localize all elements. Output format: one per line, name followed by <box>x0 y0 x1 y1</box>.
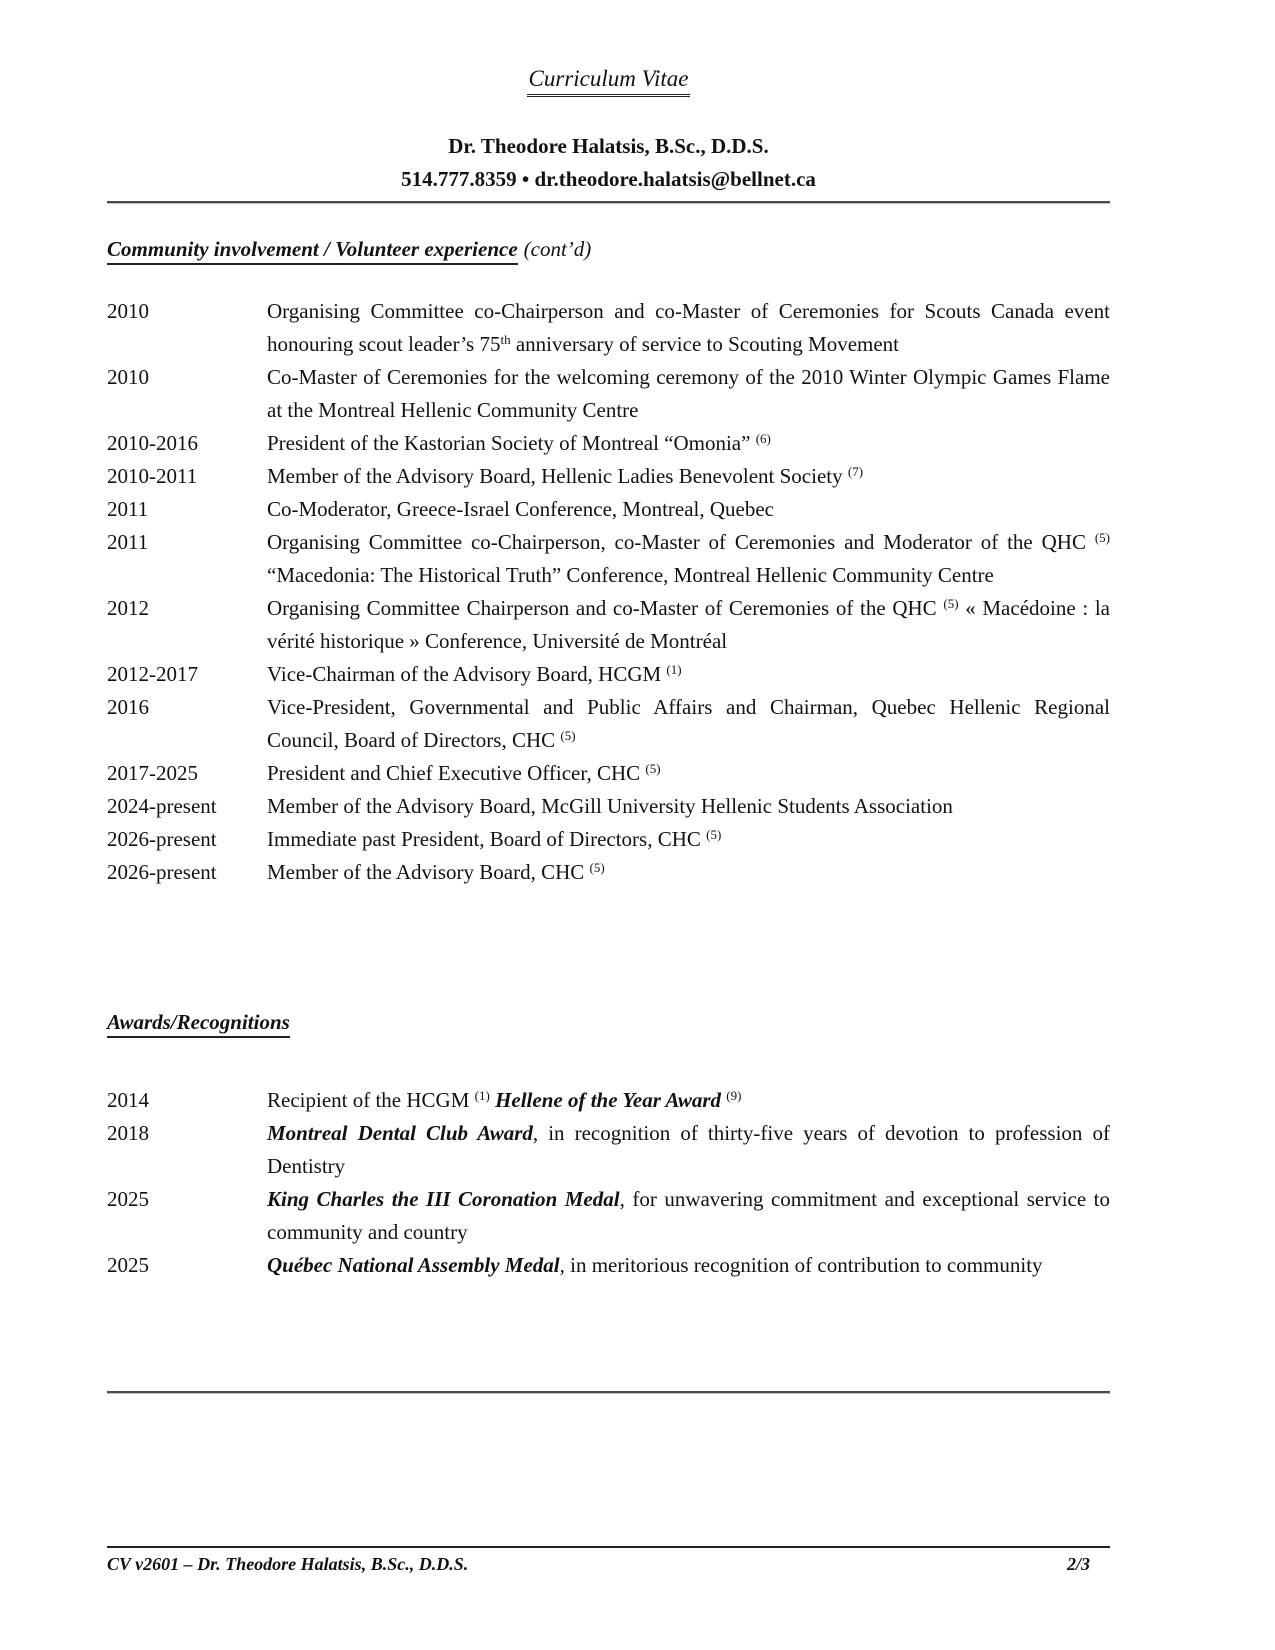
section-divider-rule <box>107 1391 1110 1394</box>
entry-row <box>107 1183 1110 1249</box>
entry-year: 2010 <box>107 365 149 389</box>
footnote-ref: (7) <box>847 464 864 479</box>
footnote-ref: (5) <box>645 761 661 776</box>
entry-text: Organising Committee co-Chairperson, co-Master of Ceremonies and Moderator of the QHC <box>267 530 1095 554</box>
doc-title-text: Curriculum Vitae <box>527 66 691 97</box>
footnote-ref: (5) <box>589 860 605 875</box>
entry-row <box>107 790 1110 823</box>
section-heading-awards <box>107 1010 1110 1038</box>
section-heading-suffix: (cont’d) <box>523 237 592 261</box>
footer-document-label: CV v2601 – Dr. Theodore Halatsis, B.Sc., D.D.S. <box>107 1554 469 1574</box>
entry-text: Organising Committee co-Chairperson and co-Master of Ceremonies for Scouts Canada event honouring scout leader’s 75 <box>267 299 1110 356</box>
footer-rule <box>107 1546 1110 1548</box>
entry-text: Member of the Advisory Board, Hellenic Ladies Benevolent Society <box>267 464 848 488</box>
entry-description <box>267 526 1110 592</box>
entry-text: President and Chief Executive Officer, CHC <box>267 761 646 785</box>
footnote-ref: (5) <box>943 596 959 611</box>
entry-row <box>107 427 1110 460</box>
entry-year: 2012 <box>107 596 149 620</box>
community-entries-list <box>107 295 1110 889</box>
entry-text: Recipient of the HCGM <box>267 1088 475 1112</box>
footnote-ref: (9) <box>726 1088 742 1103</box>
entry-description <box>267 427 1110 460</box>
doc-title <box>107 66 1110 97</box>
entry-row <box>107 526 1110 592</box>
award-title: Québec National Assembly Medal <box>267 1253 560 1277</box>
entry-text: Member of the Advisory Board, McGill University Hellenic Students Association <box>267 794 953 818</box>
entry-year: 2018 <box>107 1121 149 1145</box>
section-heading-community <box>107 237 1110 265</box>
entry-text: , in meritorious recognition of contribution to community <box>559 1253 1043 1277</box>
footnote-ref: (5) <box>560 728 576 743</box>
entry-description <box>267 1117 1110 1183</box>
entry-year: 2011 <box>107 497 149 521</box>
entry-text: Vice-President, Governmental and Public Affairs and Chairman, Quebec Hellenic Regional Council, Board of Directors, CHC <box>267 695 1110 752</box>
entry-year: 2017-2025 <box>107 761 198 785</box>
entry-text: « Macédoine : la vérité historique » Conference, Université de Montréal <box>267 596 1110 653</box>
entry-text: President of the Kastorian Society of Montreal “Omonia” <box>267 431 756 455</box>
footnote-ref: (1) <box>474 1088 490 1103</box>
entry-description <box>267 592 1110 658</box>
entry-year: 2025 <box>107 1253 149 1277</box>
entry-year: 2024-present <box>107 794 217 818</box>
section-heading-text: Awards/Recognitions <box>107 1010 290 1038</box>
entry-row <box>107 757 1110 790</box>
entry-year: 2014 <box>107 1088 149 1112</box>
entry-text: Vice-Chairman of the Advisory Board, HCGM <box>267 662 667 686</box>
entry-description <box>267 658 1110 691</box>
entry-row <box>107 1084 1110 1117</box>
awards-entries-list <box>107 1084 1110 1282</box>
entry-text: , for unwavering commitment and exceptional service to community and country <box>267 1187 1110 1244</box>
contact-line: 514.777.8359 • dr.theodore.halatsis@bellnet.ca <box>401 167 816 191</box>
entry-year: 2026-present <box>107 860 217 884</box>
entry-description <box>267 460 1110 493</box>
entry-row <box>107 460 1110 493</box>
entry-description <box>267 295 1110 361</box>
entry-row <box>107 823 1110 856</box>
entry-description <box>267 1249 1110 1282</box>
entry-text: anniversary of service to Scouting Movement <box>510 332 900 356</box>
footnote-ref: th <box>500 332 511 347</box>
entry-year: 2010-2011 <box>107 464 198 488</box>
person-name: Dr. Theodore Halatsis, B.Sc., D.D.S. <box>448 134 769 158</box>
entry-year: 2010 <box>107 299 149 323</box>
entry-description <box>267 856 1110 889</box>
entry-description <box>267 361 1110 427</box>
entry-text: Co-Moderator, Greece-Israel Conference, Montreal, Quebec <box>267 497 774 521</box>
entry-row <box>107 691 1110 757</box>
entry-year: 2010-2016 <box>107 431 198 455</box>
page-footer <box>107 1554 1110 1575</box>
entry-description <box>267 1183 1110 1249</box>
footer-page-number: 2/3 <box>1066 1554 1090 1574</box>
entry-row <box>107 592 1110 658</box>
award-title: King Charles the III Coronation Medal <box>267 1187 620 1211</box>
entry-description <box>267 823 1110 856</box>
footnote-ref: (5) <box>706 827 722 842</box>
entry-text: Co-Master of Ceremonies for the welcoming ceremony of the 2010 Winter Olympic Games Flame at the Montreal Hellenic Community Centre <box>267 365 1110 422</box>
entry-row <box>107 493 1110 526</box>
section-heading-text: Community involvement / Volunteer experience <box>107 237 518 265</box>
award-title: Hellene of the Year Award <box>489 1088 721 1112</box>
footnote-ref: (5) <box>1094 530 1110 545</box>
entry-row <box>107 1117 1110 1183</box>
entry-row <box>107 856 1110 889</box>
entry-year: 2011 <box>107 530 149 554</box>
entry-row <box>107 1249 1110 1282</box>
entry-description <box>267 691 1110 757</box>
header-rule <box>107 201 1110 204</box>
entry-year: 2012-2017 <box>107 662 198 686</box>
entry-description <box>267 757 1110 790</box>
entry-row <box>107 361 1110 427</box>
entry-year: 2016 <box>107 695 149 719</box>
entry-year: 2025 <box>107 1187 149 1211</box>
entry-text: “Macedonia: The Historical Truth” Conference, Montreal Hellenic Community Centre <box>267 563 994 587</box>
entry-text: Organising Committee Chairperson and co-Master of Ceremonies of the QHC <box>267 596 944 620</box>
entry-text: Member of the Advisory Board, CHC <box>267 860 590 884</box>
footnote-ref: (6) <box>755 431 771 446</box>
entry-text: , in recognition of thirty-five years of devotion to profession of Dentistry <box>267 1121 1110 1178</box>
entry-year: 2026-present <box>107 827 217 851</box>
footnote-ref: (1) <box>666 662 682 677</box>
award-title: Montreal Dental Club Award <box>267 1121 533 1145</box>
entry-row <box>107 658 1110 691</box>
entry-text: Immediate past President, Board of Directors, CHC <box>267 827 707 851</box>
entry-row <box>107 295 1110 361</box>
entry-description <box>267 1084 1110 1117</box>
entry-description <box>267 790 1110 823</box>
entry-description <box>267 493 1110 526</box>
